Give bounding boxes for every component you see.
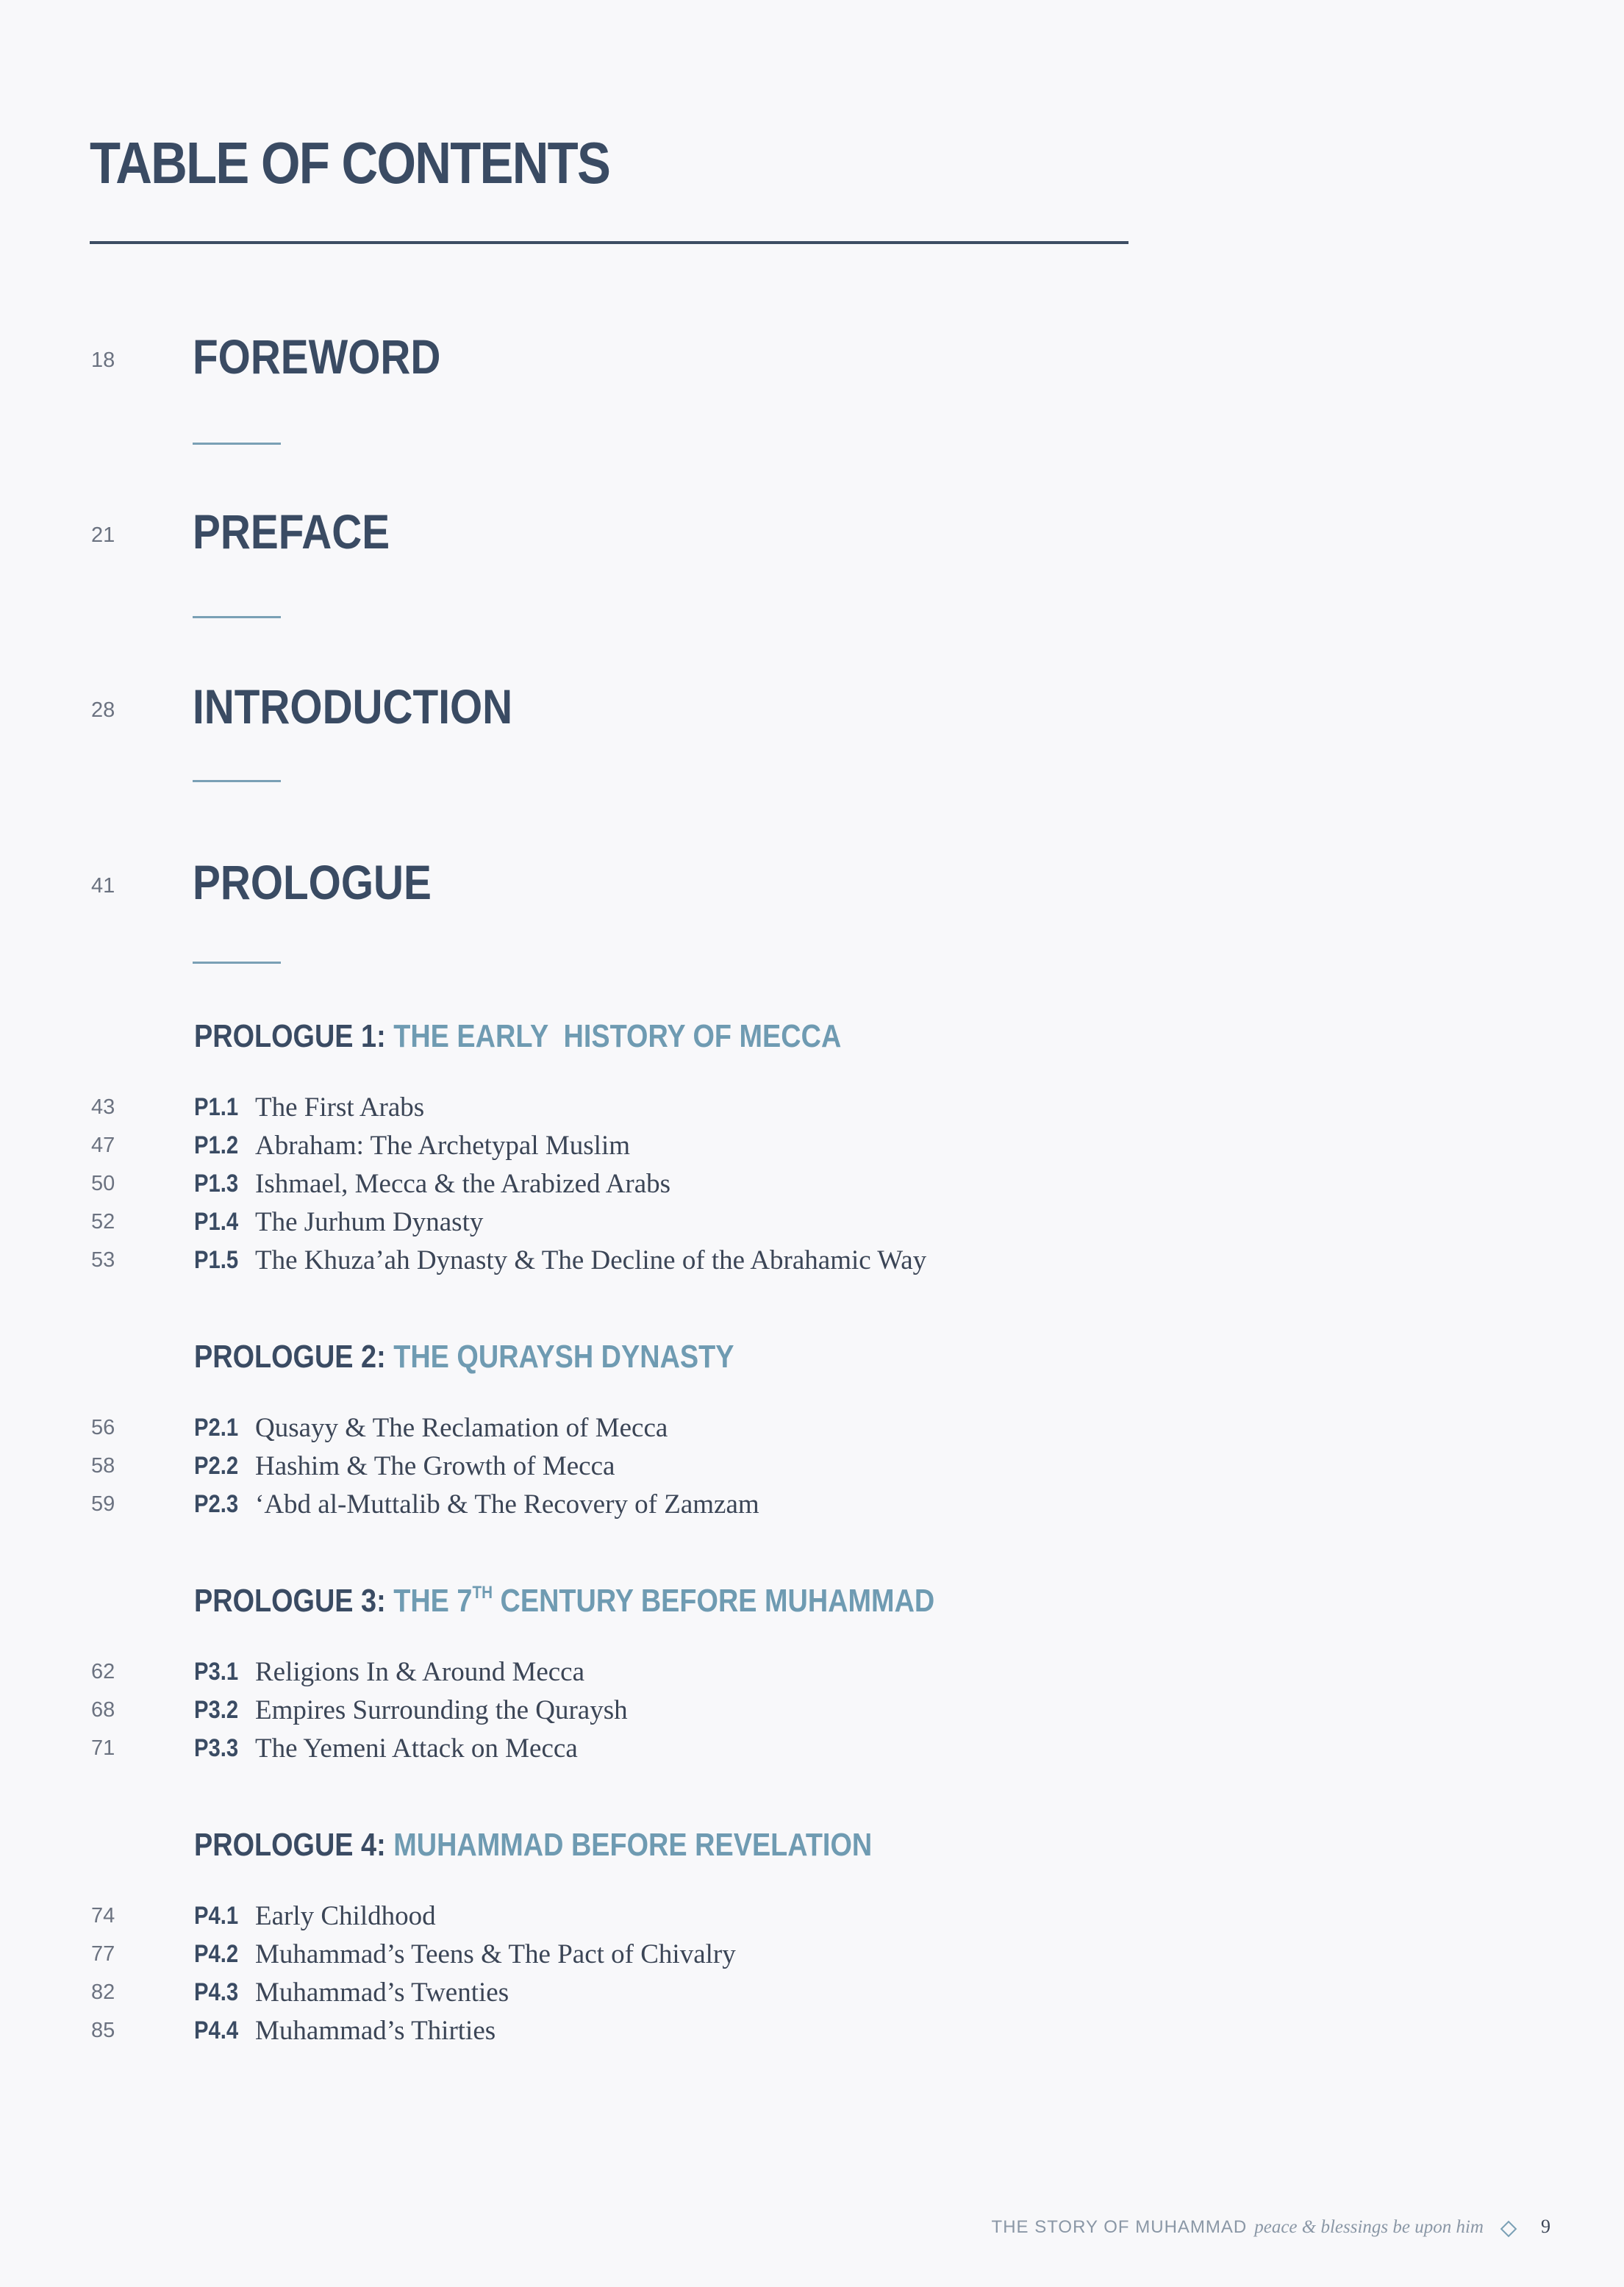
entry-title: Abraham: The Archetypal Muslim bbox=[255, 1131, 631, 1161]
title-divider bbox=[90, 241, 1128, 244]
entry-code: P1.2 bbox=[194, 1131, 239, 1159]
toc-row[interactable] bbox=[0, 1900, 1103, 1933]
toc-row[interactable] bbox=[0, 2015, 1103, 2047]
entry-title: Muhammad’s Thirties bbox=[255, 2016, 496, 2046]
section-name-part: THE 7 bbox=[393, 1583, 473, 1619]
entry-label: FOREWORD bbox=[193, 329, 441, 384]
section-prefix: PROLOGUE 1: bbox=[194, 1018, 386, 1054]
toc-entry-prologue[interactable] bbox=[0, 855, 1103, 917]
section-name: THE EARLY HISTORY OF MECCA bbox=[393, 1018, 842, 1054]
section-heading-prologue-4[interactable] bbox=[194, 1829, 872, 1861]
section-prefix: PROLOGUE 2: bbox=[194, 1339, 386, 1375]
entry-label: PROLOGUE bbox=[193, 855, 432, 909]
section-heading-prologue-3[interactable] bbox=[194, 1585, 934, 1617]
entry-code: P4.3 bbox=[194, 1978, 239, 2006]
entry-title: Muhammad’s Teens & The Pact of Chivalry bbox=[255, 1939, 736, 1969]
entry-code: P1.1 bbox=[194, 1093, 239, 1121]
footer-page-number: 9 bbox=[1541, 2216, 1550, 2237]
page-number: 71 bbox=[91, 1736, 115, 1760]
entry-title: ‘Abd al-Muttalib & The Recovery of Zamzam bbox=[255, 1489, 759, 1520]
page-number: 68 bbox=[91, 1698, 115, 1722]
section-name: MUHAMMAD BEFORE REVELATION bbox=[393, 1827, 873, 1863]
entry-code: P2.1 bbox=[194, 1414, 239, 1442]
entry-code: P3.3 bbox=[194, 1734, 239, 1762]
toc-row[interactable] bbox=[0, 1977, 1103, 2009]
section-name bbox=[393, 1583, 934, 1619]
section-heading-prologue-1[interactable] bbox=[194, 1020, 841, 1053]
toc-row[interactable] bbox=[0, 1450, 1103, 1483]
page-number: 52 bbox=[91, 1210, 115, 1234]
entry-code: P2.3 bbox=[194, 1490, 239, 1518]
page-number: 58 bbox=[91, 1454, 115, 1478]
toc-row[interactable] bbox=[0, 1733, 1103, 1765]
page-number: 28 bbox=[91, 698, 115, 722]
page-number: 74 bbox=[91, 1904, 115, 1928]
page-number: 18 bbox=[91, 348, 115, 372]
toc-entry-foreword[interactable] bbox=[0, 329, 1103, 391]
page-title: TABLE OF CONTENTS bbox=[90, 130, 610, 196]
entry-code: P1.5 bbox=[194, 1246, 239, 1274]
page-number: 21 bbox=[91, 523, 115, 547]
entry-code: P3.1 bbox=[194, 1658, 239, 1686]
entry-title: The Yemeni Attack on Mecca bbox=[255, 1733, 578, 1764]
page-number: 85 bbox=[91, 2019, 115, 2042]
entry-title: Religions In & Around Mecca bbox=[255, 1657, 585, 1687]
toc-row[interactable] bbox=[0, 1092, 1103, 1124]
entry-code: P2.2 bbox=[194, 1452, 239, 1480]
toc-row[interactable] bbox=[0, 1694, 1103, 1727]
entry-code: P1.3 bbox=[194, 1170, 239, 1198]
entry-title: Qusayy & The Reclamation of Mecca bbox=[255, 1413, 668, 1443]
toc-row[interactable] bbox=[0, 1130, 1103, 1162]
entry-title: Hashim & The Growth of Mecca bbox=[255, 1451, 615, 1481]
page-number: 59 bbox=[91, 1492, 115, 1516]
page-number: 77 bbox=[91, 1942, 115, 1966]
entry-code: P4.1 bbox=[194, 1902, 239, 1930]
entry-code: P3.2 bbox=[194, 1696, 239, 1724]
page-number: 41 bbox=[91, 874, 115, 898]
toc-row[interactable] bbox=[0, 1656, 1103, 1689]
entry-code: P1.4 bbox=[194, 1208, 239, 1236]
entry-divider bbox=[193, 962, 281, 964]
section-name: THE QURAYSH DYNASTY bbox=[393, 1339, 734, 1375]
entry-label: INTRODUCTION bbox=[193, 679, 513, 734]
entry-divider bbox=[193, 616, 281, 618]
entry-title: Early Childhood bbox=[255, 1901, 436, 1931]
toc-row[interactable] bbox=[0, 1412, 1103, 1445]
section-name-superscript: TH bbox=[472, 1583, 493, 1603]
diamond-icon bbox=[1500, 2221, 1517, 2238]
page-number: 50 bbox=[91, 1172, 115, 1195]
footer-tagline: peace & blessings be upon him bbox=[1254, 2217, 1484, 2237]
toc-row[interactable] bbox=[0, 1206, 1103, 1239]
page-number: 43 bbox=[91, 1095, 115, 1119]
section-prefix: PROLOGUE 3: bbox=[194, 1583, 386, 1619]
footer-series-title: THE STORY OF MUHAMMAD bbox=[991, 2217, 1248, 2237]
toc-row[interactable] bbox=[0, 1168, 1103, 1200]
running-footer bbox=[992, 2216, 1550, 2245]
page-number: 62 bbox=[91, 1660, 115, 1683]
page-number: 56 bbox=[91, 1416, 115, 1439]
entry-code: P4.2 bbox=[194, 1940, 239, 1968]
page-number: 82 bbox=[91, 1980, 115, 2004]
entry-label: PREFACE bbox=[193, 504, 390, 559]
entry-divider bbox=[193, 443, 281, 445]
toc-row[interactable] bbox=[0, 1489, 1103, 1521]
toc-entry-introduction[interactable] bbox=[0, 679, 1103, 741]
entry-title: Empires Surrounding the Quraysh bbox=[255, 1695, 628, 1725]
toc-row[interactable] bbox=[0, 1939, 1103, 1971]
section-name-part: CENTURY BEFORE MUHAMMAD bbox=[493, 1583, 935, 1619]
entry-title: The Jurhum Dynasty bbox=[255, 1207, 484, 1237]
entry-code: P4.4 bbox=[194, 2016, 239, 2044]
entry-title: Muhammad’s Twenties bbox=[255, 1978, 509, 2008]
page-number: 53 bbox=[91, 1248, 115, 1272]
section-prefix: PROLOGUE 4: bbox=[194, 1827, 386, 1863]
toc-row[interactable] bbox=[0, 1245, 1103, 1277]
entry-title: The Khuza’ah Dynasty & The Decline of the Abrahamic Way bbox=[255, 1245, 927, 1275]
page-number: 47 bbox=[91, 1134, 115, 1157]
entry-title: The First Arabs bbox=[255, 1092, 425, 1123]
section-heading-prologue-2[interactable] bbox=[194, 1341, 734, 1373]
toc-entry-preface[interactable] bbox=[0, 504, 1103, 566]
entry-divider bbox=[193, 780, 281, 782]
entry-title: Ishmael, Mecca & the Arabized Arabs bbox=[255, 1169, 671, 1199]
